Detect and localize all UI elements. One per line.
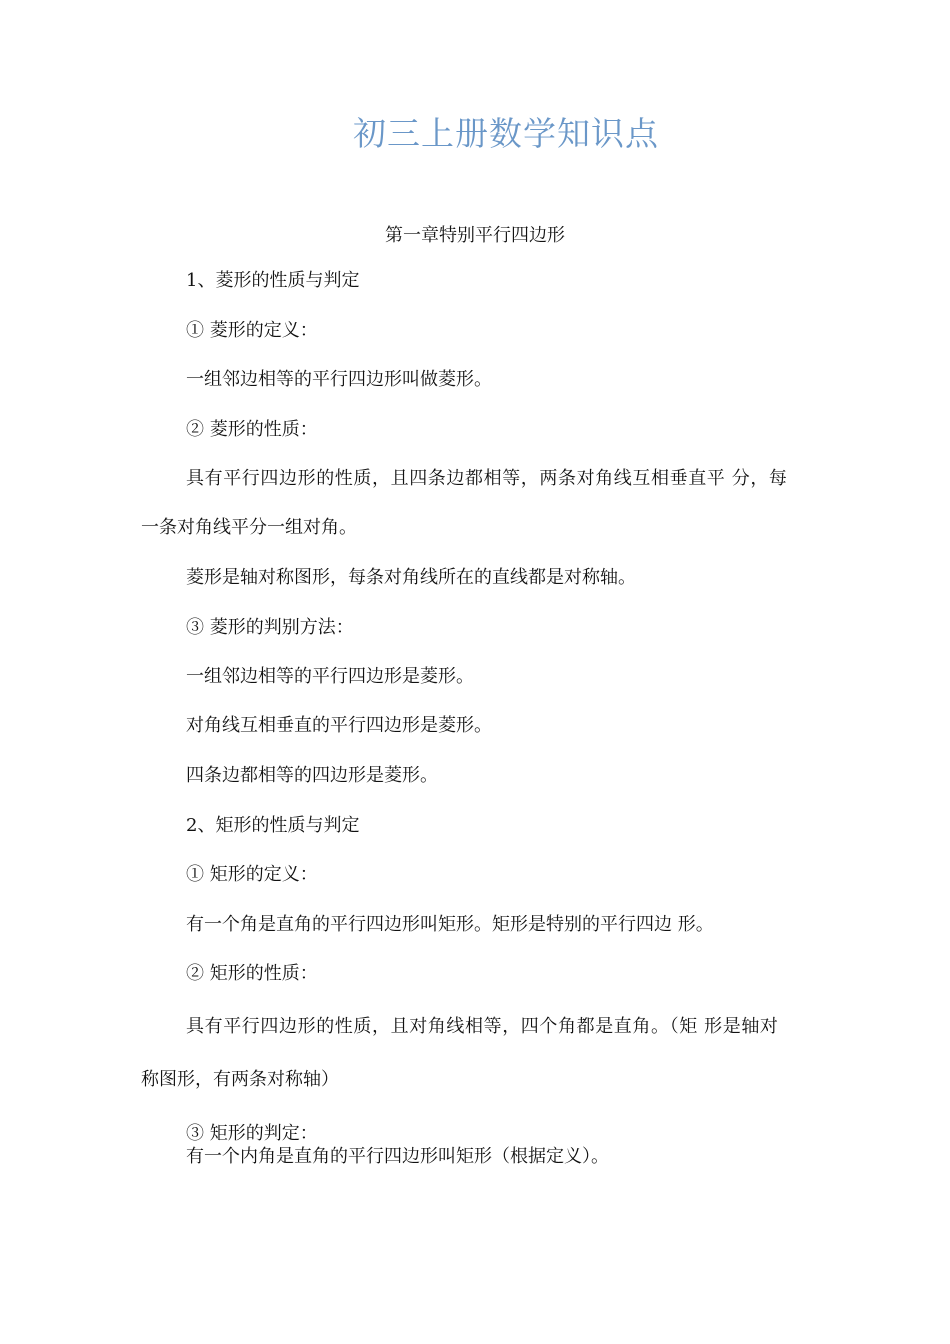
- section-heading-rhombus: 1、菱形的性质与判定: [186, 270, 360, 291]
- paragraph-line: 一组邻边相等的平行四边形是菱形。: [186, 666, 474, 687]
- subheading-rectangle-definition: ① 矩形的定义：: [186, 864, 318, 885]
- paragraph-line: 具有平行四边形的性质，且对角线相等，四个角都是直角。（矩 形是轴对: [186, 1016, 779, 1037]
- paragraph-line: 对角线互相垂直的平行四边形是菱形。: [186, 715, 492, 736]
- paragraph-line: 一组邻边相等的平行四边形叫做菱形。: [186, 369, 492, 390]
- paragraph-line: 有一个角是直角的平行四边形叫矩形。矩形是特别的平行四边 形。: [186, 914, 714, 935]
- subheading-rhombus-properties: ② 菱形的性质：: [186, 419, 318, 440]
- subheading-rectangle-criteria: ③ 矩形的判定：: [186, 1123, 318, 1144]
- subheading-rhombus-definition: ① 菱形的定义：: [186, 320, 318, 341]
- paragraph-line: 四条边都相等的四边形是菱形。: [186, 765, 438, 786]
- subheading-rectangle-properties: ② 矩形的性质：: [186, 963, 318, 984]
- document-title: 初三上册数学知识点: [353, 114, 659, 153]
- paragraph-line: 有一个内角是直角的平行四边形叫矩形（根据定义）。: [186, 1146, 609, 1167]
- paragraph-line: 一条对角线平分一组对角。: [141, 517, 357, 538]
- paragraph-line: 菱形是轴对称图形，每条对角线所在的直线都是对称轴。: [186, 567, 636, 588]
- paragraph-line: 称图形，有两条对称轴）: [141, 1069, 339, 1090]
- subheading-rhombus-criteria: ③ 菱形的判别方法：: [186, 617, 354, 638]
- section-heading-rectangle: 2、矩形的性质与判定: [186, 815, 360, 836]
- chapter-heading: 第一章特别平行四边形: [385, 225, 565, 246]
- paragraph-line: 具有平行四边形的性质，且四条边都相等，两条对角线互相垂直平 分，每: [186, 468, 788, 489]
